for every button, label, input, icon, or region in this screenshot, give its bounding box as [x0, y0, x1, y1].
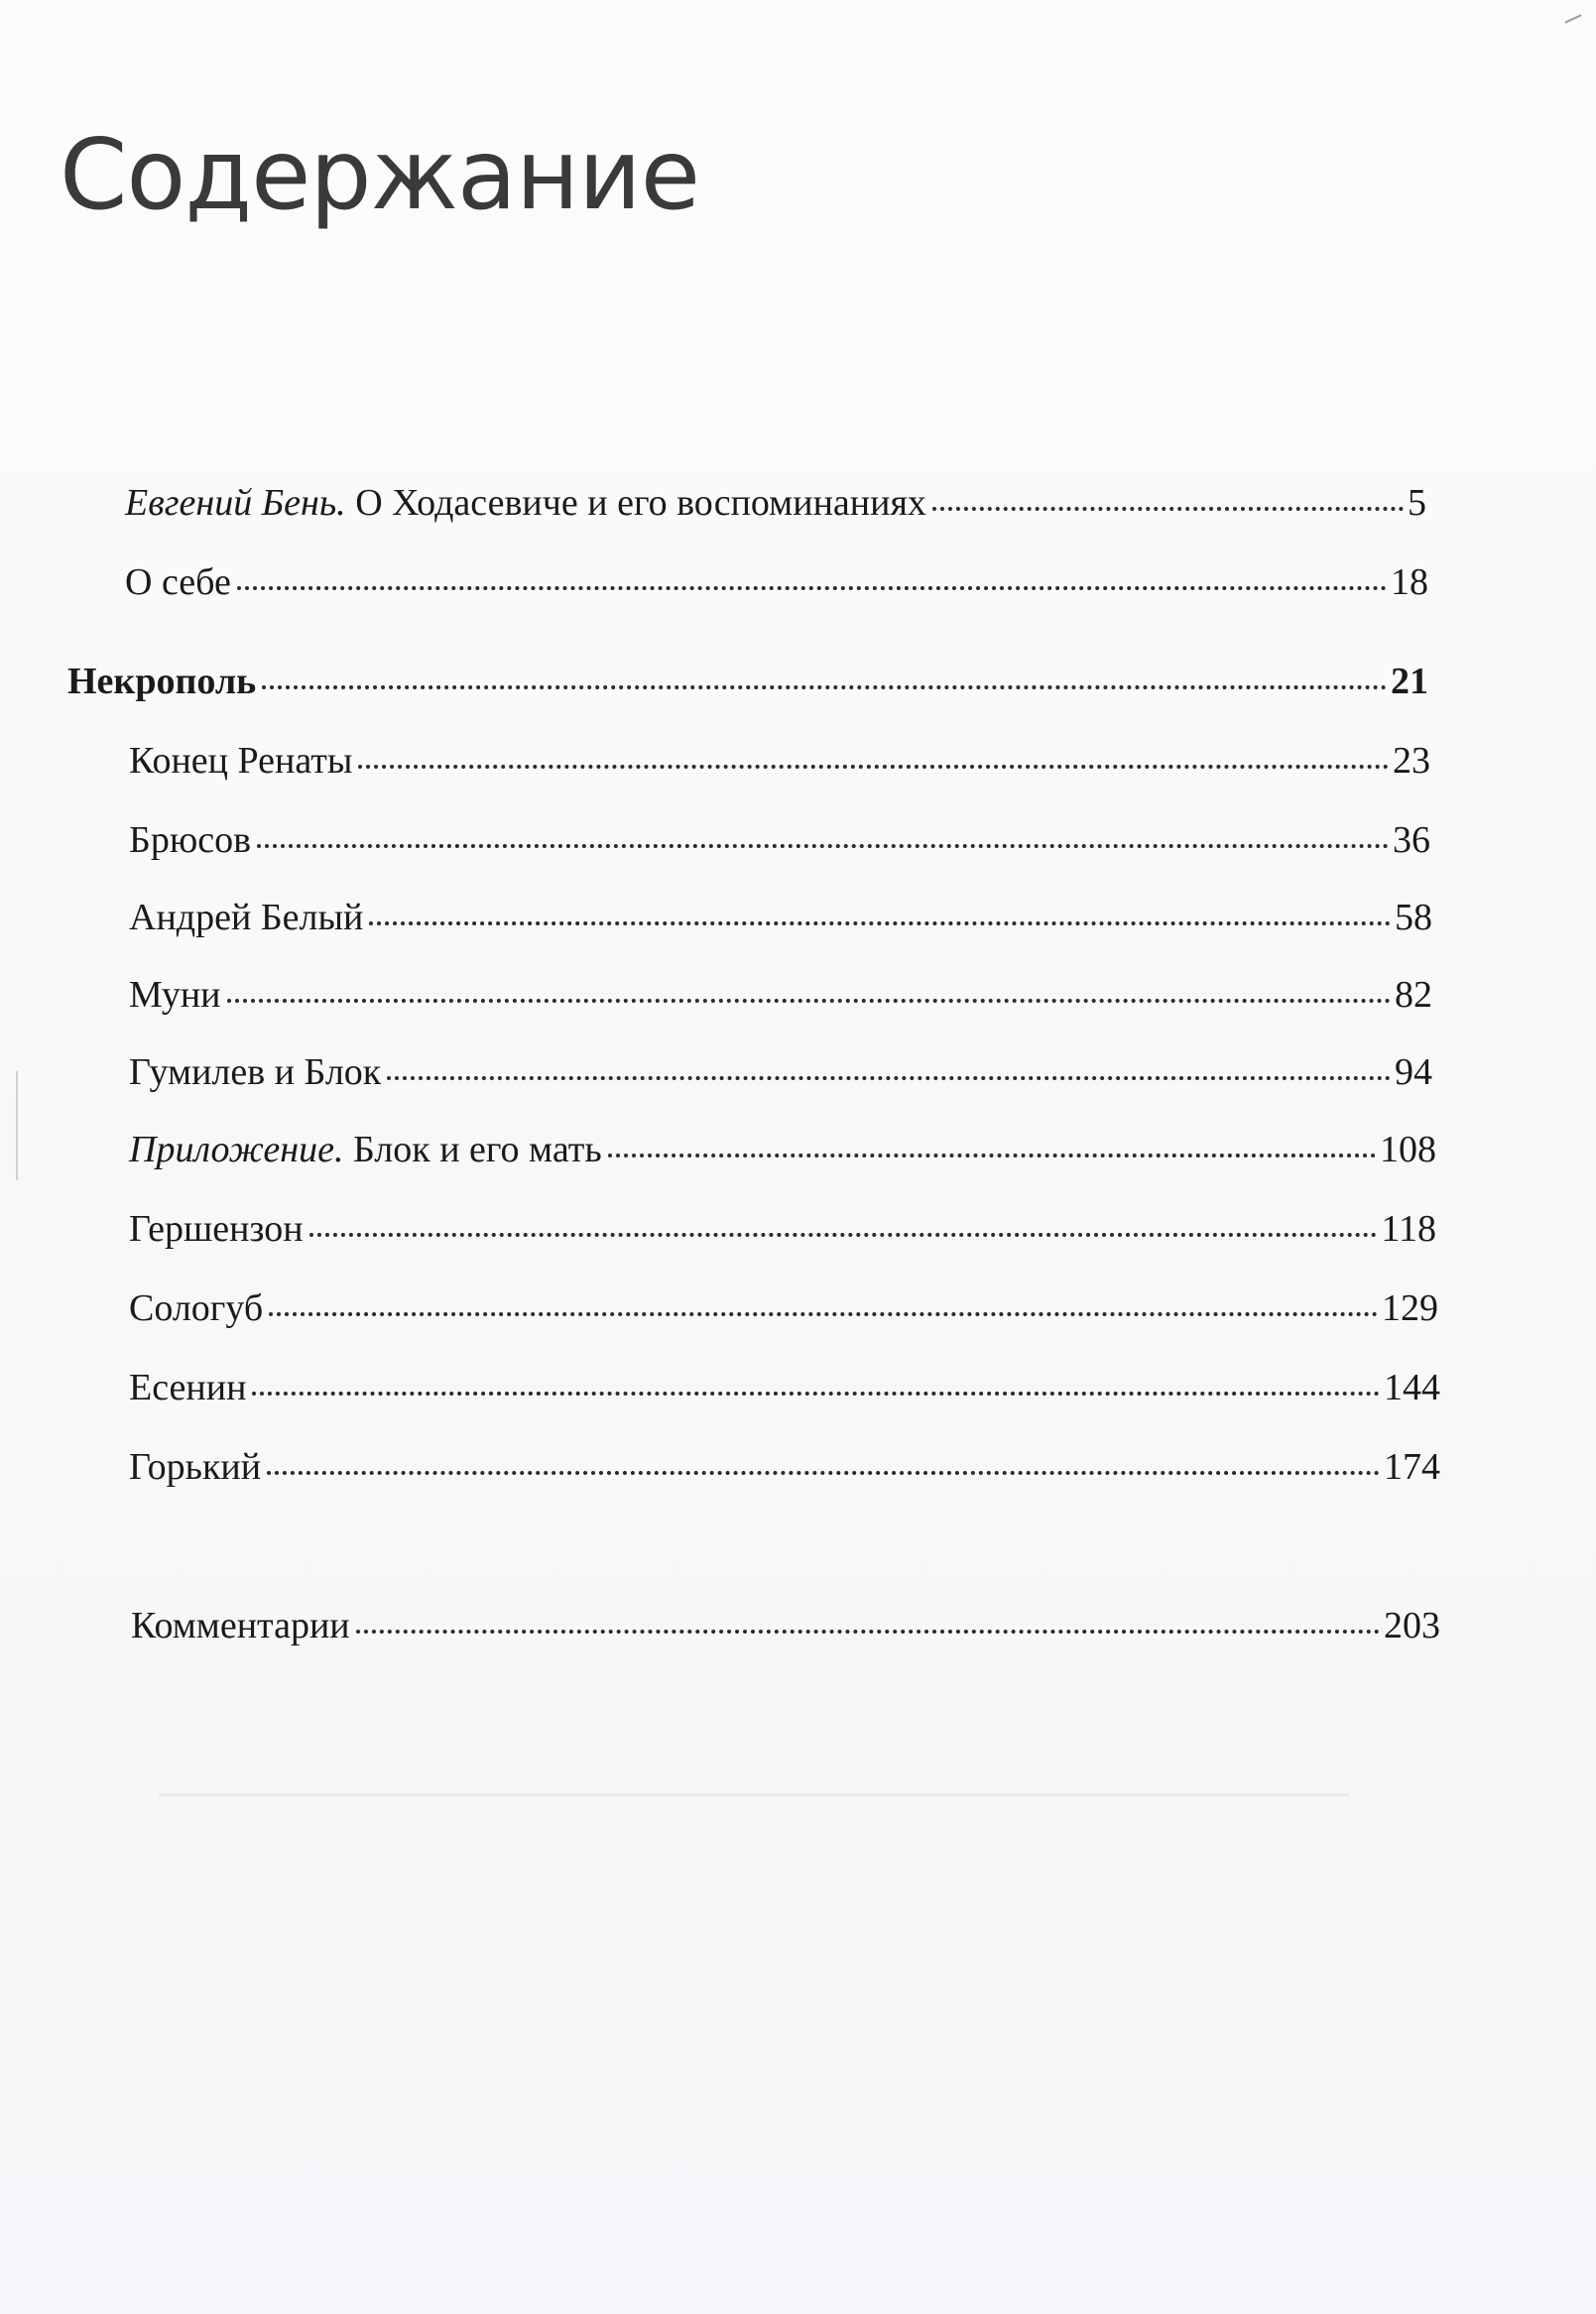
toc-entry-page: 144 [1384, 1367, 1440, 1408]
toc-entry-page: 82 [1395, 974, 1432, 1016]
toc-entry-title: Конец Ренаты [129, 740, 353, 782]
toc-entry-page: 36 [1393, 819, 1430, 861]
toc-entry-page: 58 [1395, 897, 1432, 938]
toc-entry-page: 5 [1408, 482, 1426, 524]
toc-entry-title: Гумилев и Блок [129, 1051, 382, 1093]
toc-entry-label [125, 484, 926, 522]
toc-entry-title: О Ходасевиче и его воспоминаниях [345, 482, 926, 524]
dot-leader [267, 1471, 1380, 1475]
toc-entry-title: Есенин [129, 1367, 247, 1408]
toc-entry-title: Горький [129, 1446, 262, 1488]
dot-leader [608, 1154, 1376, 1157]
bleed-through-divider [159, 1793, 1349, 1796]
dot-leader [252, 1392, 1380, 1396]
dot-leader [932, 507, 1404, 511]
toc-entry-page: 108 [1380, 1129, 1436, 1170]
dot-leader [387, 1076, 1391, 1080]
toc-entry[interactable] [131, 1607, 1440, 1644]
toc-entry[interactable] [125, 563, 1428, 601]
dot-leader [237, 586, 1387, 590]
toc-entry-title: Муни [129, 974, 221, 1016]
toc-entry-page: 118 [1381, 1208, 1436, 1250]
toc-entry[interactable] [129, 899, 1432, 936]
toc-entry-title: Гершензон [129, 1208, 304, 1250]
toc-entry[interactable] [129, 821, 1430, 859]
dot-leader [227, 999, 1391, 1003]
toc-entry-label [129, 1131, 602, 1168]
toc-entry-title: Андрей Белый [129, 897, 364, 938]
page-title: Содержание [60, 119, 700, 232]
toc-entry-page: 129 [1382, 1287, 1438, 1329]
dot-leader [358, 765, 1389, 769]
toc-entry[interactable] [129, 742, 1430, 780]
toc-section-entry[interactable] [67, 663, 1428, 700]
toc-entry[interactable] [125, 484, 1426, 522]
toc-entry-title: О себе [125, 561, 231, 603]
toc-entry-page: 21 [1391, 661, 1428, 702]
toc-entry[interactable] [129, 1448, 1440, 1486]
toc-entry-title: Комментарии [131, 1605, 350, 1646]
toc-entry-title: Сологуб [129, 1287, 264, 1329]
dot-leader [257, 844, 1389, 848]
toc-entry-title: Блок и его мать [343, 1129, 602, 1170]
toc-entry[interactable] [129, 1131, 1436, 1168]
toc-entry-page: 94 [1395, 1051, 1432, 1093]
toc-entry-author: Евгений Бень. [125, 482, 346, 524]
toc-entry[interactable] [129, 976, 1432, 1014]
toc-entry-page: 23 [1393, 740, 1430, 782]
toc-entry-title: Некрополь [67, 661, 257, 702]
dot-leader [269, 1312, 1378, 1316]
dot-leader [356, 1630, 1380, 1634]
dot-leader [309, 1233, 1378, 1237]
toc-entry[interactable] [129, 1210, 1436, 1248]
toc-entry-author: Приложение. [129, 1129, 344, 1170]
toc-entry-title: Брюсов [129, 819, 252, 861]
dot-leader [262, 685, 1387, 689]
toc-entry[interactable] [129, 1053, 1432, 1091]
toc-entry[interactable] [129, 1369, 1440, 1406]
toc-entry-page: 18 [1391, 561, 1428, 603]
toc-entry-page: 174 [1384, 1446, 1440, 1488]
toc-entry-page: 203 [1384, 1605, 1440, 1646]
toc-entry[interactable] [129, 1289, 1438, 1327]
dot-leader [369, 921, 1391, 925]
